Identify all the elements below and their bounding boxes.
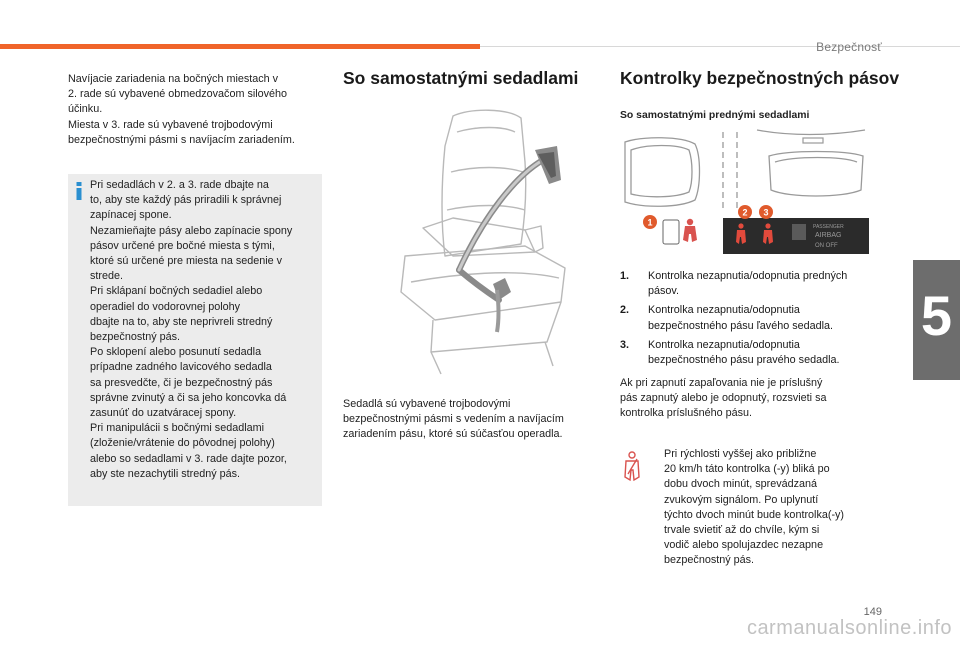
ignition-paragraph: Ak pri zapnutí zapaľovania nie je príslušný pás zapnutý alebo je odopnutý, rozsvieti sa kontrolka príslušného pásu. bbox=[620, 377, 827, 420]
speed-warning-text: Pri rýchlosti vyššej ako približne 20 km/h táto kontrolka (-y) bliká po dobu dvoch minút, sprevádzaná zvukovým signálom. Po uplynutí týchto dvoch minút bude kontrolka(-y) trvale svietiť až do chvíle, kým si vodič alebo spolujazdec nezapne bezpečnostný pás. bbox=[664, 448, 845, 567]
svg-text:3: 3 bbox=[763, 207, 769, 218]
seatbelt-warning-icon bbox=[622, 450, 642, 482]
legend-number: 3. bbox=[620, 338, 630, 351]
note-text: Pri sedadlách v 2. a 3. rade dbajte na to, aby ste každý pás priradili k správnej zapínacej spone. Nezamieňajte pásy alebo zapínacie spony pásov určené pre bočné miesta s tými, ktoré sú určené pre miesta na sedenie v strede. Pri sklápaní bočných sedadiel alebo operadiel do vodorovnej polohy dbajte na to, aby ste neprivreli stredný bezpečnostný pás. Po sklopení alebo posunutí sedadla prípadne zadného lavicového sedadla sa presvedčte, či je bezpečnostný pás správne zvinutý a či sa jeho koncovka dá zasunúť do uzatváracej spony. Pri manipulácii s bočnými sedadlami (zloženie/vrátenie do pôvodnej polohy) alebo so sedadlami v 3. rade dajte pozor, aby ste nezachytili stredný pás. bbox=[90, 179, 293, 480]
section-heading-seats: So samostatnými sedadlami bbox=[343, 68, 579, 88]
chapter-number: 5 bbox=[920, 284, 953, 347]
legend-number: 2. bbox=[620, 304, 630, 317]
legend-list bbox=[620, 269, 890, 372]
intro-paragraph: Navíjacie zariadenia na bočných miestach v 2. rade sú vybavené obmedzovačom silového účinku. Miesta v 3. rade sú vybavené trojbodovými bezpečnostnými pásmi s navíjacím zariadením. bbox=[68, 73, 295, 146]
svg-text:2: 2 bbox=[742, 207, 748, 218]
legend-text: Kontrolka nezapnutia/odopnutia predných pásov. bbox=[648, 270, 848, 298]
header-rule bbox=[480, 46, 960, 47]
svg-text:1: 1 bbox=[647, 217, 653, 228]
section-title: Bezpečnosť bbox=[816, 40, 882, 54]
legend-item bbox=[620, 338, 890, 368]
page-number: 149 bbox=[863, 606, 882, 618]
header-accent-bar bbox=[0, 44, 480, 49]
legend-text: Kontrolka nezapnutia/odopnutia bezpečnostného pásu pravého sedadla. bbox=[648, 338, 840, 367]
watermark: carmanualsonline.info bbox=[746, 617, 952, 639]
seat-belt-illustration bbox=[375, 106, 585, 378]
legend-item bbox=[620, 269, 890, 299]
dashboard-illustration bbox=[619, 126, 869, 256]
info-icon bbox=[73, 182, 85, 200]
legend-item bbox=[620, 303, 890, 333]
legend-number: 1. bbox=[620, 270, 630, 282]
legend-text: Kontrolka nezapnutia/odopnutia bezpečnostného pásu ľavého sedadla. bbox=[648, 304, 834, 332]
subheading-front-seats: So samostatnými prednými sedadlami bbox=[620, 110, 810, 121]
section-heading-warning-lamps: Kontrolky bezpečnostných pásov bbox=[620, 68, 900, 88]
svg-text:AIRBAG: AIRBAG bbox=[815, 232, 842, 239]
seats-caption: Sedadlá sú vybavené trojbodovými bezpečnostnými pásmi s vedením a navíjacím zariadením pásu, ktoré sú súčasťou operadla. bbox=[343, 398, 564, 441]
svg-text:ON OFF: ON OFF bbox=[815, 243, 838, 249]
svg-text:PASSENGER: PASSENGER bbox=[813, 224, 844, 230]
